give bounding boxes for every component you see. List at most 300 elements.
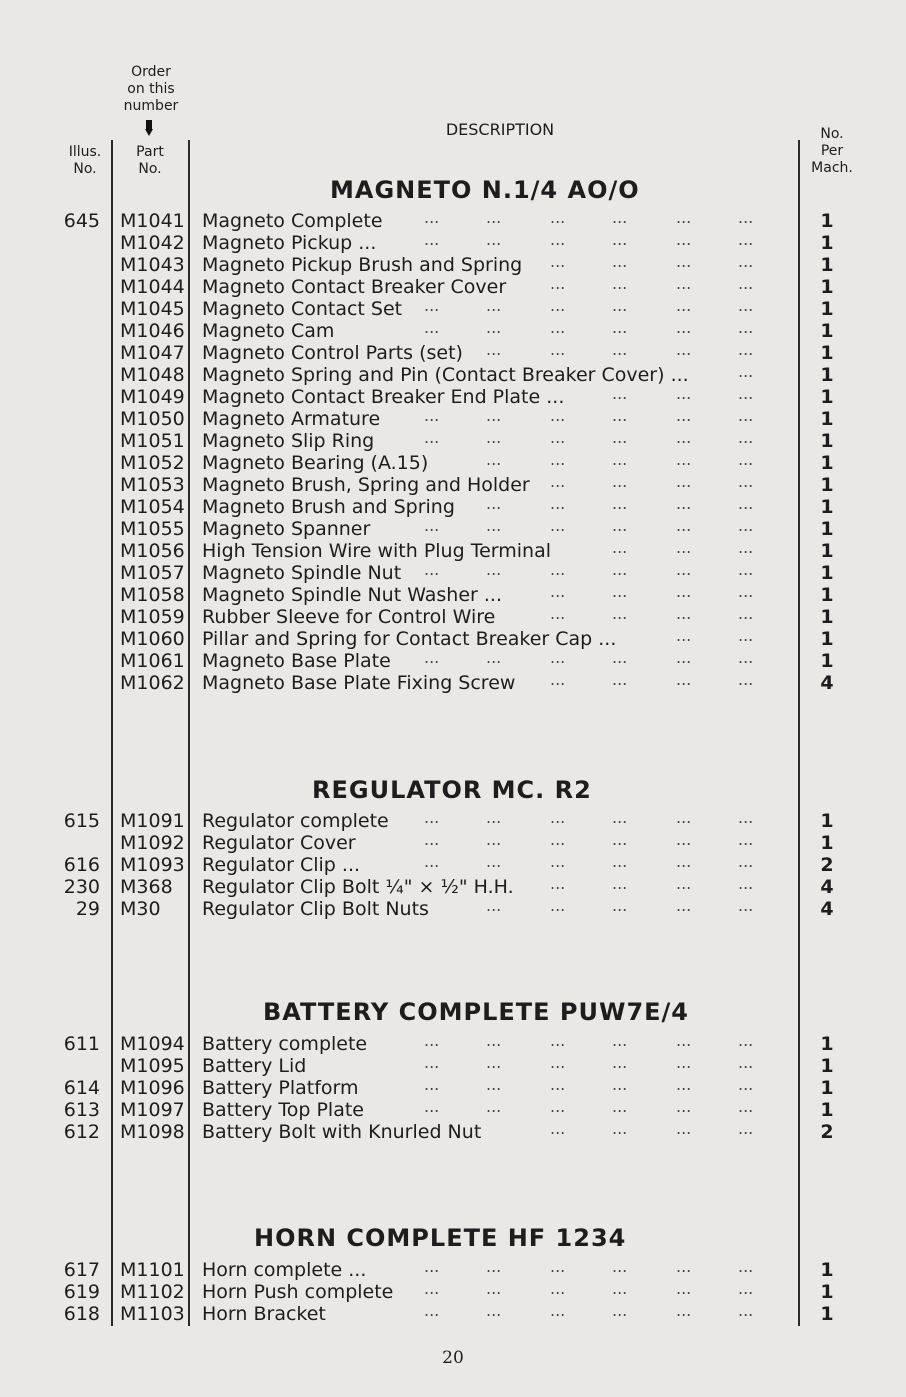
part-description: Battery Bolt with Knurled Nut [202, 1121, 482, 1143]
part-number: M1049 [120, 386, 185, 408]
leader-dots: ... [738, 208, 754, 227]
leader-dots: ... [486, 1031, 502, 1050]
leader-dots: ... [612, 296, 628, 315]
section-title: BATTERY COMPLETE PUW7E/4 [263, 998, 689, 1026]
leader-dots: ... [550, 1279, 566, 1298]
leader-dots: ... [612, 852, 628, 871]
part-number: M1102 [120, 1281, 185, 1303]
quantity-per-machine: 1 [820, 210, 834, 232]
leader-dots: ... [486, 208, 502, 227]
leader-dots: ... [612, 208, 628, 227]
leader-dots: ... [676, 428, 692, 447]
leader-dots: ... [676, 1279, 692, 1298]
leader-dots: ... [738, 494, 754, 513]
leader-dots: ... [424, 830, 440, 849]
illus-number: 645 [63, 210, 100, 232]
leader-dots: ... [612, 1257, 628, 1276]
part-description: Battery Top Plate [202, 1099, 364, 1121]
part-row [0, 386, 906, 408]
leader-dots: ... [550, 808, 566, 827]
leader-dots: ... [612, 406, 628, 425]
leader-dots: ... [676, 582, 692, 601]
part-number: M1054 [120, 496, 185, 518]
leader-dots: ... [612, 230, 628, 249]
part-number: M1095 [120, 1055, 185, 1077]
leader-dots: ... [738, 538, 754, 557]
part-row [0, 584, 906, 606]
leader-dots: ... [550, 582, 566, 601]
leader-dots: ... [676, 1031, 692, 1050]
leader-dots: ... [486, 648, 502, 667]
part-description: Magneto Contact Set [202, 298, 403, 320]
leader-dots: ... [424, 1031, 440, 1050]
leader-dots: ... [550, 428, 566, 447]
leader-dots: ... [612, 384, 628, 403]
part-row [0, 1033, 906, 1055]
part-description: Magneto Pickup ... [202, 232, 377, 254]
quantity-per-machine: 4 [820, 898, 834, 920]
quantity-per-machine: 1 [820, 1099, 834, 1121]
quantity-per-machine: 1 [820, 254, 834, 276]
leader-dots: ... [550, 830, 566, 849]
part-description: High Tension Wire with Plug Terminal [202, 540, 551, 562]
leader-dots: ... [676, 450, 692, 469]
part-row [0, 1055, 906, 1077]
leader-dots: ... [486, 852, 502, 871]
quantity-per-machine: 1 [820, 496, 834, 518]
leader-dots: ... [486, 406, 502, 425]
leader-dots: ... [612, 252, 628, 271]
leader-dots: ... [738, 1301, 754, 1320]
leader-dots: ... [676, 896, 692, 915]
leader-dots: ... [738, 896, 754, 915]
leader-dots: ... [738, 406, 754, 425]
leader-dots: ... [612, 874, 628, 893]
leader-dots: ... [676, 208, 692, 227]
leader-dots: ... [486, 318, 502, 337]
leader-dots: ... [550, 252, 566, 271]
part-description: Magneto Contact Breaker Cover [202, 276, 507, 298]
leader-dots: ... [424, 406, 440, 425]
leader-dots: ... [612, 428, 628, 447]
part-row [0, 320, 906, 342]
leader-dots: ... [550, 648, 566, 667]
leader-dots: ... [486, 450, 502, 469]
quantity-per-machine: 1 [820, 1077, 834, 1099]
leader-dots: ... [550, 318, 566, 337]
part-row [0, 518, 906, 540]
leader-dots: ... [424, 1257, 440, 1276]
quantity-per-machine: 1 [820, 832, 834, 854]
part-row [0, 810, 906, 832]
leader-dots: ... [424, 648, 440, 667]
part-row [0, 496, 906, 518]
leader-dots: ... [550, 1301, 566, 1320]
quantity-per-machine: 4 [820, 876, 834, 898]
part-description: Battery complete [202, 1033, 368, 1055]
leader-dots: ... [424, 428, 440, 447]
part-description: Magneto Base Plate Fixing Screw [202, 672, 516, 694]
leader-dots: ... [550, 230, 566, 249]
illus-number: 617 [63, 1259, 100, 1281]
leader-dots: ... [612, 830, 628, 849]
leader-dots: ... [676, 1075, 692, 1094]
part-row [0, 832, 906, 854]
leader-dots: ... [738, 1053, 754, 1072]
quantity-per-machine: 1 [820, 232, 834, 254]
leader-dots: ... [550, 450, 566, 469]
part-description: Magneto Control Parts (set) [202, 342, 463, 364]
leader-dots: ... [738, 830, 754, 849]
leader-dots: ... [424, 852, 440, 871]
part-no-header: Part No. [136, 144, 164, 177]
leader-dots: ... [486, 808, 502, 827]
leader-dots: ... [738, 428, 754, 447]
leader-dots: ... [738, 450, 754, 469]
leader-dots: ... [676, 494, 692, 513]
part-description: Magneto Armature [202, 408, 381, 430]
leader-dots: ... [550, 852, 566, 871]
leader-dots: ... [676, 384, 692, 403]
leader-dots: ... [676, 318, 692, 337]
quantity-per-machine: 1 [820, 562, 834, 584]
leader-dots: ... [676, 1097, 692, 1116]
quantity-per-machine: 1 [820, 386, 834, 408]
leader-dots: ... [550, 1257, 566, 1276]
part-description: Magneto Brush, Spring and Holder [202, 474, 530, 496]
leader-dots: ... [738, 252, 754, 271]
leader-dots: ... [550, 670, 566, 689]
leader-dots: ... [486, 1301, 502, 1320]
description-header: DESCRIPTION [445, 120, 555, 139]
quantity-per-machine: 1 [820, 408, 834, 430]
quantity-per-machine: 1 [820, 810, 834, 832]
leader-dots: ... [676, 852, 692, 871]
leader-dots: ... [486, 1097, 502, 1116]
part-description: Magneto Base Plate [202, 650, 391, 672]
leader-dots: ... [738, 1031, 754, 1050]
leader-dots: ... [738, 384, 754, 403]
order-note-header: Order on this number [123, 64, 179, 114]
leader-dots: ... [676, 1301, 692, 1320]
part-description: Magneto Spindle Nut [202, 562, 402, 584]
quantity-per-machine: 1 [820, 606, 834, 628]
leader-dots: ... [612, 1053, 628, 1072]
part-row [0, 1077, 906, 1099]
illus-number: 614 [63, 1077, 100, 1099]
leader-dots: ... [612, 1031, 628, 1050]
part-row [0, 876, 906, 898]
part-description: Magneto Contact Breaker End Plate ... [202, 386, 565, 408]
part-description: Battery Platform [202, 1077, 359, 1099]
leader-dots: ... [424, 808, 440, 827]
part-row [0, 298, 906, 320]
part-row [0, 1121, 906, 1143]
leader-dots: ... [612, 274, 628, 293]
part-description: Magneto Spanner [202, 518, 371, 540]
leader-dots: ... [424, 516, 440, 535]
leader-dots: ... [738, 274, 754, 293]
part-row [0, 408, 906, 430]
quantity-per-machine: 1 [820, 364, 834, 386]
part-number: M1051 [120, 430, 185, 452]
part-number: M1045 [120, 298, 185, 320]
part-number: M1050 [120, 408, 185, 430]
leader-dots: ... [676, 604, 692, 623]
leader-dots: ... [612, 1075, 628, 1094]
part-row [0, 672, 906, 694]
part-number: M1056 [120, 540, 185, 562]
leader-dots: ... [486, 1279, 502, 1298]
part-description: Regulator Cover [202, 832, 356, 854]
leader-dots: ... [612, 472, 628, 491]
leader-dots: ... [612, 450, 628, 469]
leader-dots: ... [676, 670, 692, 689]
part-row [0, 210, 906, 232]
leader-dots: ... [424, 1053, 440, 1072]
leader-dots: ... [738, 362, 754, 381]
quantity-per-machine: 1 [820, 298, 834, 320]
part-description: Pillar and Spring for Contact Breaker Cap ... [202, 628, 617, 650]
section-title: REGULATOR MC. R2 [312, 776, 592, 804]
part-description: Magneto Slip Ring [202, 430, 375, 452]
leader-dots: ... [486, 230, 502, 249]
illus-number: 230 [63, 876, 100, 898]
part-row [0, 1259, 906, 1281]
leader-dots: ... [550, 604, 566, 623]
leader-dots: ... [738, 808, 754, 827]
leader-dots: ... [612, 538, 628, 557]
leader-dots: ... [676, 830, 692, 849]
leader-dots: ... [738, 1097, 754, 1116]
leader-dots: ... [424, 1279, 440, 1298]
part-number: M1044 [120, 276, 185, 298]
part-description: Magneto Spindle Nut Washer ... [202, 584, 503, 606]
leader-dots: ... [676, 648, 692, 667]
part-number: M1057 [120, 562, 185, 584]
part-number: M1094 [120, 1033, 185, 1055]
leader-dots: ... [424, 1097, 440, 1116]
illus-number: 613 [63, 1099, 100, 1121]
leader-dots: ... [676, 1257, 692, 1276]
leader-dots: ... [550, 1075, 566, 1094]
leader-dots: ... [612, 896, 628, 915]
part-row [0, 1099, 906, 1121]
leader-dots: ... [612, 670, 628, 689]
part-row [0, 232, 906, 254]
quantity-per-machine: 1 [820, 1055, 834, 1077]
part-number: M1055 [120, 518, 185, 540]
leader-dots: ... [612, 1119, 628, 1138]
leader-dots: ... [676, 560, 692, 579]
leader-dots: ... [550, 340, 566, 359]
leader-dots: ... [738, 230, 754, 249]
leader-dots: ... [738, 1075, 754, 1094]
illus-number: 612 [63, 1121, 100, 1143]
quantity-per-machine: 2 [820, 1121, 834, 1143]
leader-dots: ... [486, 428, 502, 447]
quantity-per-machine: 2 [820, 854, 834, 876]
leader-dots: ... [738, 340, 754, 359]
part-number: M1097 [120, 1099, 185, 1121]
part-number: M30 [120, 898, 161, 920]
quantity-per-machine: 1 [820, 1303, 834, 1325]
part-row [0, 1303, 906, 1325]
leader-dots: ... [550, 208, 566, 227]
part-row [0, 606, 906, 628]
leader-dots: ... [676, 1119, 692, 1138]
part-description: Battery Lid [202, 1055, 307, 1077]
part-number: M1091 [120, 810, 185, 832]
leader-dots: ... [424, 1301, 440, 1320]
leader-dots: ... [612, 582, 628, 601]
leader-dots: ... [424, 1075, 440, 1094]
leader-dots: ... [738, 1279, 754, 1298]
part-row [0, 1281, 906, 1303]
leader-dots: ... [738, 516, 754, 535]
part-number: M1043 [120, 254, 185, 276]
leader-dots: ... [550, 494, 566, 513]
part-number: M1042 [120, 232, 185, 254]
leader-dots: ... [612, 1279, 628, 1298]
part-description: Magneto Spring and Pin (Contact Breaker Cover) ... [202, 364, 689, 386]
part-description: Regulator Clip Bolt Nuts [202, 898, 429, 920]
quantity-per-machine: 1 [820, 452, 834, 474]
part-number: M368 [120, 876, 173, 898]
part-description: Horn Push complete [202, 1281, 394, 1303]
part-description: Horn Bracket [202, 1303, 326, 1325]
leader-dots: ... [612, 604, 628, 623]
leader-dots: ... [486, 516, 502, 535]
quantity-per-machine: 1 [820, 1281, 834, 1303]
leader-dots: ... [676, 1053, 692, 1072]
part-number: M1098 [120, 1121, 185, 1143]
leader-dots: ... [676, 472, 692, 491]
leader-dots: ... [550, 296, 566, 315]
leader-dots: ... [738, 670, 754, 689]
leader-dots: ... [676, 230, 692, 249]
illus-number: 618 [63, 1303, 100, 1325]
part-number: M1060 [120, 628, 185, 650]
part-description: Magneto Brush and Spring [202, 496, 455, 518]
page-number: 20 [442, 1348, 464, 1368]
leader-dots: ... [612, 516, 628, 535]
part-number: M1041 [120, 210, 185, 232]
part-row [0, 342, 906, 364]
part-number: M1093 [120, 854, 185, 876]
leader-dots: ... [738, 560, 754, 579]
part-description: Magneto Cam [202, 320, 335, 342]
leader-dots: ... [676, 516, 692, 535]
part-row [0, 474, 906, 496]
leader-dots: ... [676, 874, 692, 893]
leader-dots: ... [612, 1097, 628, 1116]
section-title: HORN COMPLETE HF 1234 [254, 1224, 627, 1252]
leader-dots: ... [738, 852, 754, 871]
part-description: Magneto Pickup Brush and Spring [202, 254, 523, 276]
part-number: M1058 [120, 584, 185, 606]
leader-dots: ... [550, 896, 566, 915]
illus-number: 619 [63, 1281, 100, 1303]
no-per-mach-header: No. Per Mach. [811, 126, 853, 176]
leader-dots: ... [424, 230, 440, 249]
leader-dots: ... [738, 296, 754, 315]
part-row [0, 430, 906, 452]
illus-number: 611 [63, 1033, 100, 1055]
part-number: M1092 [120, 832, 185, 854]
leader-dots: ... [612, 494, 628, 513]
leader-dots: ... [486, 1053, 502, 1072]
leader-dots: ... [738, 604, 754, 623]
leader-dots: ... [550, 274, 566, 293]
leader-dots: ... [550, 406, 566, 425]
part-description: Horn complete ... [202, 1259, 367, 1281]
leader-dots: ... [550, 874, 566, 893]
leader-dots: ... [424, 560, 440, 579]
quantity-per-machine: 1 [820, 320, 834, 342]
leader-dots: ... [424, 318, 440, 337]
part-description: Magneto Complete [202, 210, 383, 232]
leader-dots: ... [486, 1257, 502, 1276]
part-description: Regulator complete [202, 810, 389, 832]
leader-dots: ... [612, 560, 628, 579]
leader-dots: ... [612, 340, 628, 359]
illus-number: 615 [63, 810, 100, 832]
leader-dots: ... [486, 494, 502, 513]
part-description: Regulator Clip Bolt ¼" × ½" H.H. [202, 876, 514, 898]
part-row [0, 898, 906, 920]
part-row [0, 452, 906, 474]
leader-dots: ... [550, 560, 566, 579]
part-row [0, 854, 906, 876]
leader-dots: ... [676, 808, 692, 827]
part-number: M1052 [120, 452, 185, 474]
illus-no-header: Illus. No. [68, 144, 102, 177]
leader-dots: ... [550, 1053, 566, 1072]
quantity-per-machine: 1 [820, 474, 834, 496]
part-row [0, 276, 906, 298]
part-number: M1048 [120, 364, 185, 386]
quantity-per-machine: 1 [820, 584, 834, 606]
leader-dots: ... [612, 1301, 628, 1320]
part-description: Regulator Clip ... [202, 854, 361, 876]
leader-dots: ... [738, 318, 754, 337]
leader-dots: ... [612, 318, 628, 337]
illus-number: 29 [75, 898, 100, 920]
part-number: M1059 [120, 606, 185, 628]
quantity-per-machine: 1 [820, 1033, 834, 1055]
quantity-per-machine: 1 [820, 628, 834, 650]
section-title: MAGNETO N.1/4 AO/O [330, 176, 640, 204]
leader-dots: ... [486, 830, 502, 849]
part-number: M1103 [120, 1303, 185, 1325]
quantity-per-machine: 1 [820, 650, 834, 672]
quantity-per-machine: 1 [820, 540, 834, 562]
part-row [0, 562, 906, 584]
part-number: M1047 [120, 342, 185, 364]
part-number: M1053 [120, 474, 185, 496]
leader-dots: ... [676, 340, 692, 359]
part-row [0, 364, 906, 386]
leader-dots: ... [550, 1031, 566, 1050]
leader-dots: ... [738, 1257, 754, 1276]
part-number: M1061 [120, 650, 185, 672]
part-row [0, 628, 906, 650]
leader-dots: ... [738, 472, 754, 491]
leader-dots: ... [486, 296, 502, 315]
leader-dots: ... [486, 560, 502, 579]
leader-dots: ... [424, 208, 440, 227]
